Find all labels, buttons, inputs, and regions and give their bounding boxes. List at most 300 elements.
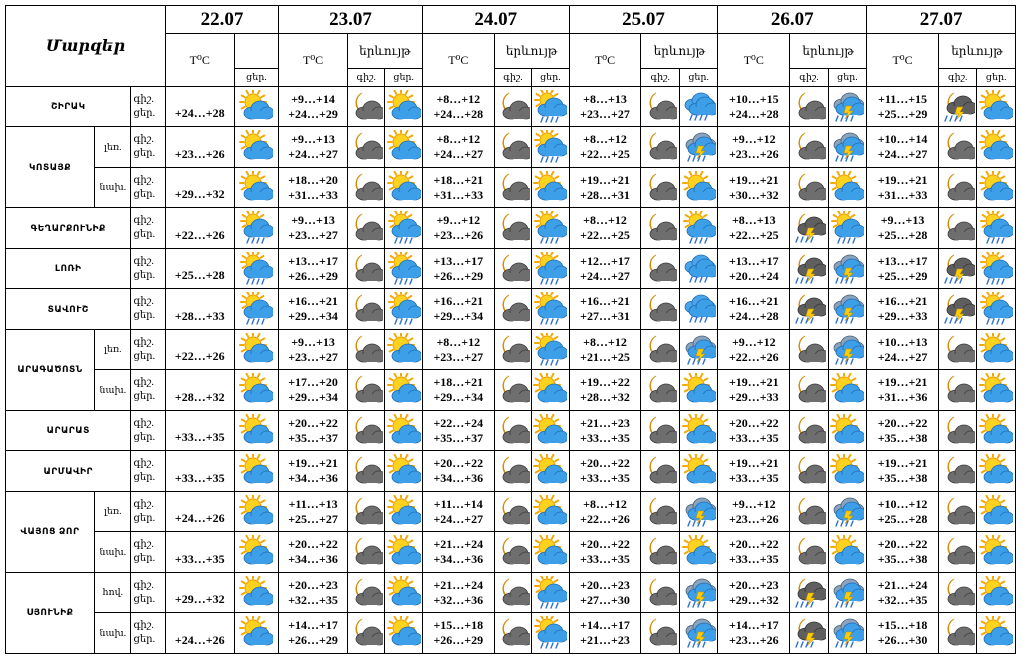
moon-cloud-icon [496,454,530,488]
sun-cloud-icon [682,535,716,569]
sun-cloud-icon [234,370,279,411]
day-temp: +29…+34 [288,390,338,405]
temp-value [279,86,348,127]
sun-cloud-icon [387,535,421,569]
sun-cloud-icon [234,532,279,573]
moon-cloud-icon [494,451,531,492]
sun-cloud-rain-icon [979,252,1013,286]
temp-header: T⁰C [718,34,790,87]
moon-cloud-icon [347,410,384,451]
dark-cloud-thunder-icon [941,90,975,124]
moon-cloud-icon [347,127,384,168]
sun-cloud-icon [239,333,273,367]
night-temp: +14…+17 [728,618,779,633]
sun-cloud-rain-icon [977,208,1016,249]
night-header: գիշ. [494,68,531,86]
region-name: ՏԱՎՈՒՇ [6,289,131,330]
sun-cloud-icon [387,414,421,448]
moon-cloud-icon [347,248,384,289]
temp-value [279,248,348,289]
night-temp: +15…+18 [433,618,484,633]
sun-cloud-icon [234,451,279,492]
temp-value [867,127,939,168]
day-temp: +25…+28 [174,268,225,283]
day-header: ցեր. [828,68,866,86]
sun-cloud-icon [532,491,569,532]
thunder-rain-icon [830,576,864,610]
dark-cloud-thunder-icon [938,248,976,289]
sun-cloud-icon [979,576,1013,610]
temp-value [165,248,234,289]
moon-cloud-icon [938,410,976,451]
dark-cloud-thunder-icon [941,252,975,286]
sun-cloud-rain-icon [979,292,1013,326]
night-temp: +20…+22 [728,415,779,430]
moon-cloud-icon [938,613,976,654]
temp-value [279,491,348,532]
moon-cloud-icon [941,495,975,529]
sun-cloud-icon [977,329,1016,370]
region-row [6,370,1016,411]
period-labels [131,613,165,654]
temp-value [867,572,939,613]
thunder-rain-icon [830,130,864,164]
day-temp: +28…+33 [174,308,225,323]
night-temp: +8…+13 [583,91,627,106]
period-labels [131,491,165,532]
day-temp: +22…+26 [174,349,225,364]
thunder-rain-icon [828,127,866,168]
moon-cloud-icon [938,167,976,208]
night-label: գիշ. [133,579,154,591]
region-row [6,289,1016,330]
thunder-rain-icon [830,616,864,650]
moon-cloud-icon [792,171,826,205]
moon-cloud-icon [347,491,384,532]
date-header: 24.07 [422,6,569,34]
day-temp: +23…+26 [728,147,779,162]
moon-cloud-icon [790,127,828,168]
night-temp: +9…+13 [291,213,335,228]
day-temp: +23…+26 [433,228,484,243]
sun-cloud-icon [979,90,1013,124]
moon-cloud-icon [349,211,383,245]
temp-value [422,370,494,411]
temp-value [165,329,234,370]
day-temp: +33…+35 [728,471,779,486]
sun-cloud-rain-icon [533,130,567,164]
sun-cloud-icon [234,491,279,532]
day-label: ցեր. [133,553,156,565]
sun-cloud-rain-icon [532,289,569,330]
night-temp: +21…+24 [433,537,484,552]
sun-cloud-rain-icon [234,208,279,249]
temp-value [867,613,939,654]
period-labels [131,572,165,613]
sun-cloud-icon [234,613,279,654]
night-temp: +21…+24 [433,577,484,592]
day-temp: +29…+33 [728,390,779,405]
sun-cloud-icon [533,454,567,488]
temp-value [279,451,348,492]
night-label: գիշ. [133,620,154,632]
day-temp: +24…+28 [728,309,779,324]
night-temp: +19…+21 [728,375,779,390]
sun-cloud-icon [830,373,864,407]
moon-cloud-icon [496,414,530,448]
moon-cloud-icon [641,532,679,573]
dark-cloud-thunder-icon [938,289,976,330]
date-header: 27.07 [867,6,1016,34]
sun-cloud-icon [679,167,717,208]
thunder-rain-icon [828,248,866,289]
temp-value [165,410,234,451]
temp-header: T⁰C [867,34,939,87]
temp-value [569,410,641,451]
sun-cloud-icon [385,410,422,451]
sun-cloud-icon [977,532,1016,573]
night-temp: +19…+21 [728,172,779,187]
sun-cloud-icon [234,329,279,370]
moon-cloud-icon [349,576,383,610]
day-temp: +29…+34 [288,309,338,324]
temp-value [569,572,641,613]
period-labels [131,329,165,370]
temp-value [422,208,494,249]
day-temp: +22…+26 [580,511,630,526]
thunder-rain-icon [828,491,866,532]
sun-cloud-icon [239,616,273,650]
sun-cloud-icon [387,576,421,610]
day-temp: +24…+28 [174,106,225,121]
sun-cloud-icon [828,167,866,208]
day-temp: +26…+30 [877,633,928,648]
moon-cloud-icon [641,613,679,654]
sun-cloud-icon [830,414,864,448]
day-temp: +24…+27 [288,147,338,162]
moon-cloud-icon [938,451,976,492]
day-temp: +32…+35 [288,592,338,607]
temp-value [718,491,790,532]
temp-value [165,451,234,492]
moon-cloud-icon [941,576,975,610]
moon-cloud-icon [643,414,677,448]
sun-cloud-rain-icon [234,248,279,289]
region-part: լեռ. [95,329,131,370]
temp-value [569,329,641,370]
day-temp: +26…+29 [433,633,484,648]
moon-cloud-icon [349,495,383,529]
moon-cloud-icon [938,572,976,613]
day-label: ցեր. [133,350,156,362]
moon-cloud-icon [641,410,679,451]
thunder-rain-icon [679,572,717,613]
dark-cloud-thunder-icon [790,248,828,289]
sun-cloud-icon [239,576,273,610]
moon-cloud-icon [938,329,976,370]
moon-cloud-icon [641,329,679,370]
sun-cloud-rain-icon [387,292,421,326]
temp-value [279,410,348,451]
temp-value [867,329,939,370]
region-row [6,329,1016,370]
sun-cloud-icon [385,370,422,411]
sun-cloud-icon [533,414,567,448]
moon-cloud-icon [790,532,828,573]
night-temp: +19…+22 [580,375,630,390]
day-label: ցեր. [133,472,156,484]
thunder-rain-icon [828,86,866,127]
night-temp: +8…+13 [731,213,776,228]
day-header: ցեր. [385,68,422,86]
temp-value [867,289,939,330]
sun-cloud-icon [532,451,569,492]
moon-cloud-icon [938,127,976,168]
night-header: գիշ. [641,68,679,86]
sun-cloud-icon [532,370,569,411]
sun-cloud-rain-icon [532,248,569,289]
day-label: ցեր. [133,107,156,119]
temp-value [718,572,790,613]
sun-cloud-icon [979,454,1013,488]
period-labels [131,532,165,573]
sun-cloud-rain-icon [977,289,1016,330]
day-temp: +23…+27 [288,349,338,364]
sun-cloud-rain-icon [387,252,421,286]
moon-cloud-icon [643,171,677,205]
day-temp: +22…+26 [728,349,779,364]
night-temp: +19…+21 [288,456,338,471]
sun-cloud-icon [979,495,1013,529]
day-temp: +21…+25 [580,349,630,364]
temp-value [569,208,641,249]
moon-cloud-icon [349,373,383,407]
sun-cloud-icon [239,130,273,164]
sun-cloud-icon [234,167,279,208]
night-temp: +9…+14 [291,91,335,106]
sun-cloud-icon [234,86,279,127]
temp-value [279,532,348,573]
moon-cloud-icon [349,535,383,569]
moon-cloud-icon [349,252,383,286]
moon-cloud-icon [496,211,530,245]
temp-value [569,289,641,330]
night-header: գիշ. [347,68,384,86]
day-temp: +24…+27 [877,147,928,162]
moon-cloud-icon [790,329,828,370]
night-temp: +11…+15 [878,91,928,106]
moon-cloud-icon [349,292,383,326]
sun-cloud-rain-icon [533,576,567,610]
sun-cloud-icon [385,572,422,613]
moon-cloud-icon [643,130,677,164]
dark-cloud-thunder-icon [792,576,826,610]
moon-cloud-icon [494,208,531,249]
moon-cloud-icon [347,86,384,127]
temp-value [718,532,790,573]
temp-value [422,451,494,492]
region-row [6,248,1016,289]
moon-cloud-icon [792,333,826,367]
night-temp: +9…+12 [436,213,481,228]
moon-cloud-icon [496,373,530,407]
temp-value [422,329,494,370]
moon-cloud-icon [496,616,530,650]
day-temp: +22…+25 [728,228,779,243]
moon-cloud-icon [792,414,826,448]
moon-cloud-icon [938,370,976,411]
sun-cloud-icon [385,491,422,532]
night-temp: +16…+21 [288,294,338,309]
day-temp: +32…+35 [877,592,928,607]
sun-cloud-rain-icon [532,86,569,127]
moon-cloud-icon [643,252,677,286]
sun-cloud-icon [239,535,273,569]
sun-cloud-icon [234,572,279,613]
day-temp: +33…+35 [174,430,225,445]
moon-cloud-icon [347,451,384,492]
sun-cloud-icon [977,127,1016,168]
sun-cloud-rain-icon [234,289,279,330]
sun-cloud-icon [828,451,866,492]
dark-cloud-thunder-icon [792,292,826,326]
thunder-rain-icon [679,329,717,370]
night-temp: +21…+23 [580,415,630,430]
region-name: ԱՐԱՐԱՏ [6,410,131,451]
temp-value [422,532,494,573]
sun-cloud-rain-icon [533,211,567,245]
day-temp: +23…+27 [288,228,338,243]
moon-cloud-icon [792,130,826,164]
night-label: գիշ. [133,458,154,470]
sun-cloud-icon [830,454,864,488]
moon-cloud-icon [790,451,828,492]
temp-value [569,451,641,492]
region-name: ԱՐՄԱՎԻՐ [6,451,131,492]
phenomenon-header: երևույթ [938,34,1015,68]
night-temp: +16…+21 [433,294,484,309]
temp-value [165,86,234,127]
region-part: հով. [95,572,131,613]
sun-cloud-icon [239,495,273,529]
night-temp: +22…+24 [433,415,484,430]
sun-cloud-rain-icon [239,292,273,326]
moon-cloud-icon [643,373,677,407]
day-temp: +24…+27 [433,147,484,162]
period-labels [131,289,165,330]
temp-value [279,289,348,330]
thunder-rain-icon [682,495,716,529]
moon-cloud-icon [496,535,530,569]
day-temp: +33…+35 [728,552,779,567]
day-temp: +33…+35 [580,430,630,445]
moon-cloud-icon [643,90,677,124]
sun-cloud-icon [385,613,422,654]
sun-cloud-icon [387,454,421,488]
moon-cloud-icon [941,373,975,407]
region-part: նախ. [95,613,131,654]
sun-cloud-rain-icon [682,211,716,245]
night-label: գիշ. [133,539,154,551]
night-temp: +8…+12 [583,496,627,511]
day-temp: +22…+25 [580,228,630,243]
region-part: նախ. [95,370,131,411]
cloud-rain-icon [682,252,716,286]
day-temp: +25…+28 [877,228,928,243]
sun-cloud-icon [830,171,864,205]
day-temp: +25…+29 [877,106,928,121]
region-part: լեռ. [95,491,131,532]
day-temp: +29…+32 [728,592,779,607]
moon-cloud-icon [941,414,975,448]
sun-cloud-icon [977,370,1016,411]
region-part: լեռ. [95,127,131,168]
temp-value [422,613,494,654]
day-temp: +24…+27 [877,349,928,364]
sun-cloud-icon [977,167,1016,208]
night-temp: +10…+12 [877,496,928,511]
sun-cloud-icon [239,90,273,124]
temp-value [718,451,790,492]
night-temp: +18…+21 [433,172,484,187]
moon-cloud-icon [641,167,679,208]
night-temp: +16…+21 [580,294,630,309]
thunder-rain-icon [828,572,866,613]
moon-cloud-icon [641,208,679,249]
moon-cloud-icon [643,454,677,488]
night-temp: +11…+14 [433,496,483,511]
day-temp: +28…+32 [174,389,225,404]
region-row [6,613,1016,654]
day-temp: +28…+32 [580,390,630,405]
night-temp: +19…+21 [580,172,630,187]
day-temp: +35…+37 [433,430,484,445]
day-temp: +34…+36 [433,471,484,486]
region-row [6,167,1016,208]
day-temp: +31…+33 [433,187,484,202]
moon-cloud-icon [941,535,975,569]
day-temp: +26…+29 [288,268,338,283]
day-temp: +29…+34 [433,390,484,405]
moon-cloud-icon [347,167,384,208]
sun-cloud-icon [830,535,864,569]
moon-cloud-icon [643,333,677,367]
sun-cloud-rain-icon [533,333,567,367]
sun-cloud-icon [977,86,1016,127]
moon-cloud-icon [792,495,826,529]
sun-cloud-rain-icon [385,208,422,249]
day-temp: +29…+33 [877,309,928,324]
temp-value [422,410,494,451]
sun-cloud-icon [979,130,1013,164]
temp-value [867,248,939,289]
temp-value [569,613,641,654]
day-temp: +31…+33 [877,187,928,202]
day-label: ցեր. [133,269,156,281]
period-labels [131,167,165,208]
moon-cloud-icon [790,491,828,532]
moon-cloud-icon [494,491,531,532]
day-temp: +24…+29 [288,106,338,121]
moon-cloud-icon [641,86,679,127]
temp-value [165,208,234,249]
moon-cloud-icon [792,373,826,407]
moon-cloud-icon [941,333,975,367]
night-label: գիշ. [133,336,154,348]
night-label: գիշ. [133,93,154,105]
temp-value [569,86,641,127]
night-label: գիշ. [133,377,154,389]
